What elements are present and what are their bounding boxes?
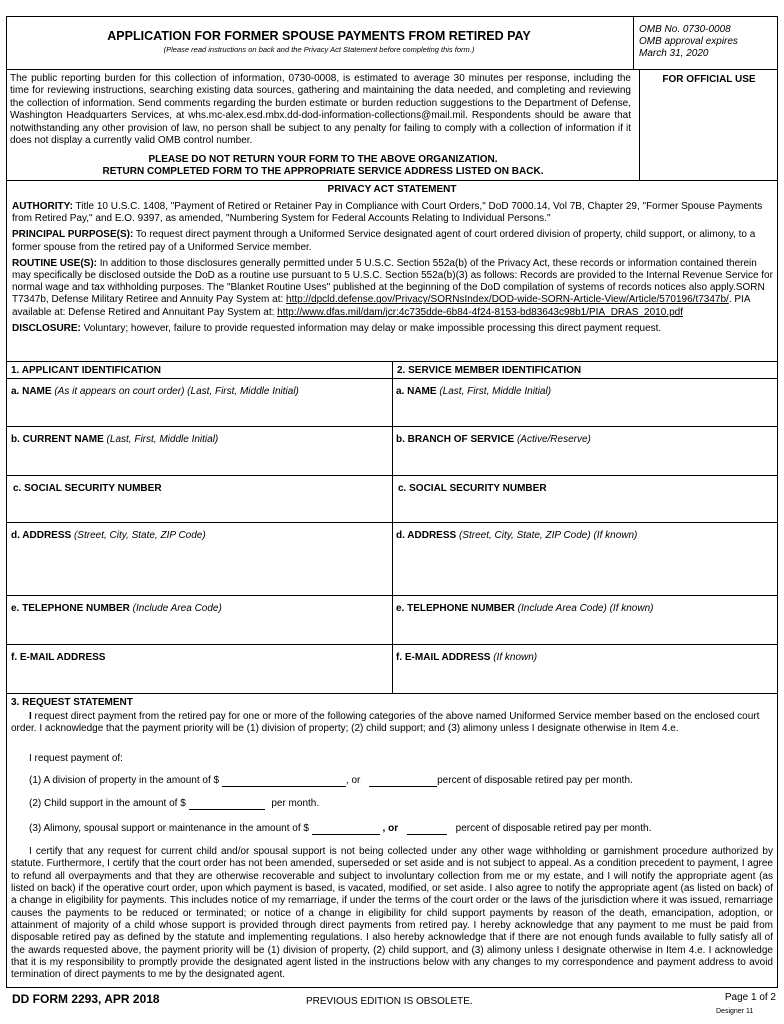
property-division-line: (1) A division of property in the amount of $ , or percent of disposable retired pay per month.	[29, 775, 633, 786]
form-number: DD FORM 2293, APR 2018	[12, 992, 160, 1006]
disclosure-paragraph: DISCLOSURE: Voluntary; however, failure to provide requested information may delay or make impossible processing this direct payment request.	[12, 322, 662, 334]
designer-mark: Designer 11	[716, 1008, 754, 1015]
sorn-link[interactable]: http://dpcld.defense.gov/Privacy/SORNsIndex/DOD-wide-SORN-Article-View/Article/570196/t7347b/	[286, 294, 729, 306]
property-percent-input[interactable]	[369, 776, 437, 787]
member-address-field[interactable]: d. ADDRESS (Street, City, State, ZIP Code) (If known)	[396, 530, 638, 541]
applicant-email-field[interactable]: f. E-MAIL ADDRESS	[11, 652, 106, 663]
certification-statement: I certify that any request for current child and/or spousal support is not being collected under any other wage withholding or garnishment procedure authorized by statute. Furthermore, I certify that the court order has not been amended, superseded or set aside and is not subject to appeal. As a condition precedent to payment, I agree to refund all overpayments and that they are otherwise recoverable and subject to involuntary collection from me or my estate, and I will notify the appropriate agent (as listed on back) if the operative court order, upon which payment is based, is vacated, modified, or set aside. I also agree to notify the appropriate agent (as listed on back) of a change in eligibility for payments. This includes notice of my remarriage, if under the terms of the court order or the laws of the jurisdiction where it was issued, remarriage causes the payments to be reduced or terminated; or notice of a change in eligibility for child support payments by reason of the death, emancipation, adoption, or attainment of majority of a child whose support is provided through direct payments from retired pay. I hereby acknowledge that any payment to me must be paid from disposable retired pay as defined by the statute and implementing regulations. I also hereby acknowledge that if there are not enough funds available to fully satisfy all of the awards requested above, the payment priority will be (1) division of property, (2) child support, and (3) alimony unless I designate otherwise in Item 4.e. I acknowledge that it is my responsibility to promptly provide the designated agent listed in the instructions below with any changes to my correspondence and payment address to avoid termination of direct payments to me by the designated agent.	[11, 846, 773, 981]
applicant-current-name-field[interactable]: b. CURRENT NAME (Last, First, Middle Initial)	[11, 434, 219, 445]
applicant-phone-field[interactable]: e. TELEPHONE NUMBER (Include Area Code)	[11, 603, 222, 614]
return-notice-1: PLEASE DO NOT RETURN YOUR FORM TO THE ABOVE ORGANIZATION.	[148, 154, 498, 165]
section2-heading: 2. SERVICE MEMBER IDENTIFICATION	[397, 365, 582, 376]
privacy-statement	[12, 201, 774, 339]
applicant-address-field[interactable]: d. ADDRESS (Street, City, State, ZIP Code)	[11, 530, 206, 541]
purpose-paragraph: PRINCIPAL PURPOSE(S): To request direct payment through a Uniformed Service designated agent of court ordered division of property, child support, or alimony, to a former spouse from the retired pay of a Uniformed Service member.	[12, 229, 756, 253]
child-support-line: (2) Child support in the amount of $ per month.	[29, 798, 320, 809]
section3-heading: 3. REQUEST STATEMENT	[11, 697, 133, 708]
omb-approval: OMB approval expires	[639, 36, 738, 47]
omb-date: March 31, 2020	[639, 48, 709, 59]
section1-heading: 1. APPLICANT IDENTIFICATION	[11, 365, 161, 376]
form-page	[6, 16, 778, 988]
form-subtitle: (Please read instructions on back and the Privacy Act Statement before completing this form.)	[163, 45, 475, 54]
member-email-field[interactable]: f. E-MAIL ADDRESS (If known)	[396, 652, 538, 663]
official-use-label: FOR OFFICIAL USE	[662, 74, 756, 85]
authority-paragraph: AUTHORITY: Title 10 U.S.C. 1408, "Payment of Retired or Retainer Pay in Compliance with Court Orders," DoD 7000.14, Vol 7B, Chapter 29, "Former Spouse Payments from Retired Pay," and E.O. 9397, as amended, "Numbering System for Federal Accounts Relating to Individual Persons."	[12, 201, 763, 225]
member-branch-field[interactable]: b. BRANCH OF SERVICE (Active/Reserve)	[396, 434, 591, 445]
member-name-field[interactable]: a. NAME (Last, First, Middle Initial)	[396, 386, 552, 397]
alimony-percent-input[interactable]	[407, 824, 447, 835]
request-intro: I request direct payment from the retired pay for one or more of the following categories of the above named Uniformed Service member based on the enclosed court order. I acknowledge that the payment priority will be (1) division of property; (2) child support; and (3) alimony unless I designate otherwise in Item 4.e.	[11, 711, 760, 735]
privacy-heading: PRIVACY ACT STATEMENT	[327, 184, 457, 195]
omb-number: OMB No. 0730-0008	[639, 24, 731, 35]
member-ssn-field[interactable]: c. SOCIAL SECURITY NUMBER	[398, 483, 547, 494]
page-number: Page 1 of 2	[724, 992, 776, 1003]
edition-notice: PREVIOUS EDITION IS OBSOLETE.	[306, 996, 473, 1007]
return-notice-2: RETURN COMPLETED FORM TO THE APPROPRIATE SERVICE ADDRESS LISTED ON BACK.	[102, 166, 544, 177]
applicant-name-field[interactable]: a. NAME (As it appears on court order) (Last, First, Middle Initial)	[11, 386, 299, 397]
official-use-divider	[639, 69, 640, 180]
pia-link[interactable]: http://www.dfas.mil/dam/jcr:4c735dde-6b84-4f24-8153-bd83643c98b1/PIA_DRAS_2010.pdf	[277, 306, 683, 318]
member-phone-field[interactable]: e. TELEPHONE NUMBER (Include Area Code) (If known)	[396, 603, 654, 614]
request-payment-label: I request payment of:	[29, 753, 123, 764]
header-divider	[633, 17, 634, 69]
burden-statement: The public reporting burden for this collection of information, 0730-0008, is estimated to average 30 minutes per response, including the time for reviewing instructions, searching existing data sources, gathering and maintaining the data needed, and completing and reviewing the collection of information. Send comments regarding the burden estimate or burden reduction suggestions to the Department of Defense, Washington Headquarters Services, at whs.mc-alex.esd.mbx.dd-dod-information-collections@mail.mil. Respondents should be aware that notwithstanding any other provision of law, no person shall be subject to any penalty for failing to comply with a collection of information if it does not display a currently valid OMB control number.	[10, 73, 631, 147]
routine-use-paragraph: ROUTINE USE(S): In addition to those disclosures generally permitted under 5 U.S.C. Section 552a(b) of the Privacy Act, these records or information contained therein may specifically be disclosed outside the DoD as a routine use pursuant to 5 U.S.C. Section 552a(b)(3) as follows: Records are provided to the Internal Revenue Service for normal wage and tax withholding purposes. The "Blanket Routine Uses" published at the beginning of the DoD compilation of systems of records notices also apply.SORN T7347b, Defense Military Retiree and Annuity Pay System at: http://dpcld.defense.gov/Privacy/SORNsIndex/DOD-wide-SORN-Article-View/Article/570196/t7347b/. PIA available at: Defense Retired and Annuitant Pay System at: http://www.dfas.mil/dam/jcr:4c735dde-6b84-4f24-8153-bd83643c98b1/PIA_DRAS_2010.pdf	[12, 257, 773, 318]
applicant-ssn-field[interactable]: c. SOCIAL SECURITY NUMBER	[13, 483, 162, 494]
alimony-line: (3) Alimony, spousal support or maintenance in the amount of $ , or percent of disposable retired pay per month.	[29, 823, 652, 834]
form-title: APPLICATION FOR FORMER SPOUSE PAYMENTS FROM RETIRED PAY	[107, 29, 531, 43]
child-support-amount-input[interactable]	[189, 799, 265, 810]
property-amount-input[interactable]	[222, 776, 346, 787]
alimony-amount-input[interactable]	[312, 824, 380, 835]
